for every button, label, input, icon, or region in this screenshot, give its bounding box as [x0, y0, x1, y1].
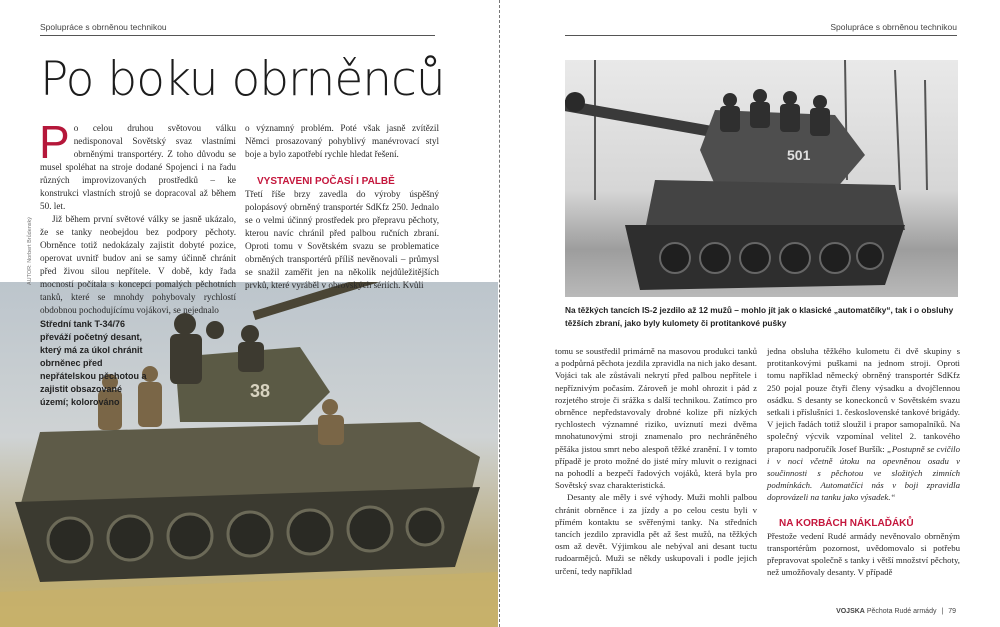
body-column-1: [39, 116, 236, 317]
body-column-2: [767, 345, 960, 579]
paragraph: o významný problém. Poté však jasně zvítězil Němci prosazovaný pohyblivý manévrovací styl boje a bylo zapotřebí rychle hledat řešení.: [245, 123, 439, 159]
photo-caption: Na těžkých tancích IS-2 jezdilo až 12 mužů – mohlo jít jak o klasické „automatčíky“, tak i o obsluhy těžších zbraní, jako byly kulomety či protitankové pušky: [565, 305, 954, 328]
subheading: NA KORBÁCH NÁKLAĎÁKŮ: [779, 517, 914, 529]
paragraph: Již během první světové války se jasně ukázalo, že se tanky neobejdou bez podpory pěchoty. Obrněnce totiž nedokázaly zajistit dobyté pozice, operovat uvnitř budov ani se samy účinně chránit před živou silou nepřítele. V době, kdy řada mocností počítala s koncepcí pomalých pěchotních tanků, které se mnohdy pohybovaly rychlostí obdobnou pochodujícímu vojákovi, se nejednalo: [40, 214, 236, 315]
photo-caption: Střední tank T-34/76 převáží početný desant, který má za úkol chránit obrněnec před nepřátelskou pěchotou a zajistit obsazované území; kolorováno: [40, 319, 147, 407]
is2-tank-photo: [565, 60, 958, 297]
quote: „Postupně se cvičilo i v noci včetně útoku na opevněnou osadu v součinnosti s pěchotou ve složitých zimních podmínkách. Automatčíci nás v boji zpravidla doprovázeli na tanku jako výsadek.“: [767, 443, 960, 503]
body-column-1: [555, 345, 757, 577]
running-head: Spolupráce s obrněnou technikou: [565, 22, 957, 36]
page-title: Po boku obrněnců: [40, 52, 445, 107]
paragraph: Třetí říše brzy zavedla do výroby úspěšný polopásový obrněný transportér SdKfz 250. Jednalo se o velmi účinný prostředek pro přepravu pěchoty, kterou navíc chránil před palbou ručních zbraní. Oproti tomu v Sovětském svazu se problematice obrněných transportérů příliš nevěnovali – průmysl se snažil zaměřit jen na několik nejdůležitějších prvků, které vyráběl v obrovských sériích. Kvůli: [245, 189, 439, 290]
tank-number: 38: [250, 381, 271, 401]
drop-cap: P: [39, 116, 70, 168]
page-number: 79: [948, 608, 956, 615]
paragraph: Přestože vedení Rudé armády nevěnovalo obrněným transportérům pozornost, uvědomovalo si potřebu přepravovat společně s tanky i větší množství pěchoty, než umožňovaly desanty. V případě: [767, 530, 960, 578]
paragraph: o celou druhou světovou válku nedisponoval Sovětský svaz vlastními obrněnými transportéry. Z toho důvodu se musel spoléhat na stroje dodané Spojenci i na řadu různých improvizovaných prostředků – ke konstrukci vlastních strojů se dopracoval až během 50. let.: [40, 123, 236, 211]
page-footer: [836, 608, 956, 615]
footer-separator: |: [941, 608, 944, 615]
paragraph: jedna obsluha těžkého kulometu či dvě skupiny s protitankovými puškami na jednom stroji. Oproti tomu například německý obrněný transportér SdKfz 250 pojal pouze čtyři členy výsadku a dvojčlennou osádku. S desanty se koneckonců v Sovětském svazu setkali i příslušníci 1. československé tankové brigády. V jejich řadách totiž sloužil i prapor samopalníků. Na společný výcvik vzpomínal velitel 2. tankového praporu nadporučík Josef Buršík:: [767, 346, 960, 454]
right-page: [501, 0, 1000, 627]
magazine-name: VOJSKA: [836, 608, 865, 615]
subheading: VYSTAVENI POČASÍ I PALBĚ: [257, 176, 395, 187]
left-page: [0, 0, 498, 627]
paragraph: Desanty ale měly i své výhody. Muži mohli palbou chránit obrněnce i za jízdy a po celou cestu byli v přímém kontaktu se svěřenými tanky. Na středních tancích jezdilo zpravidla pět až šest mužů, na těžkých osm až devět. Výjimkou ale nebýval ani desant tuctu rudoarmějců. Muži se někdy uskupovali i podle jejich určení, tedy například: [555, 492, 757, 576]
body-column-2: [245, 122, 439, 292]
tank-number: 501: [787, 147, 811, 163]
author-credit: AUTOR: Norbert Brůdenský: [27, 216, 33, 285]
issue-title: Pěchota Rudé armády: [866, 608, 937, 615]
paragraph: tomu se soustředil primárně na masovou produkci tanků a podpůrná pěchota jezdila zpravidla na nich jako desant. Vojáci tak ale zůstávali nekrytí před palbou nepřítele i nepříznivým počasím. Zároveň je mohl ohrozit i pád z rozjetého stroje či srážka s další technikou. Zatímco pro obrněnce nepředstavovaly drobné kolize při nízkých rychlostech významné riziko, uvíznutí mezi dvěma mnohatunovými stroji znamenalo pro nechráněného pěšáka jistou smrt nebo alespoň těžké zranění. I v tomto případě je proto možné do jisté míry mluvit o rezignaci na pohodlí a bezpečí řadových vojáků, která byla pro Sovětský svaz charakteristická.: [555, 346, 757, 491]
page-spine: [499, 0, 500, 627]
running-head: Spolupráce s obrněnou technikou: [40, 22, 435, 36]
